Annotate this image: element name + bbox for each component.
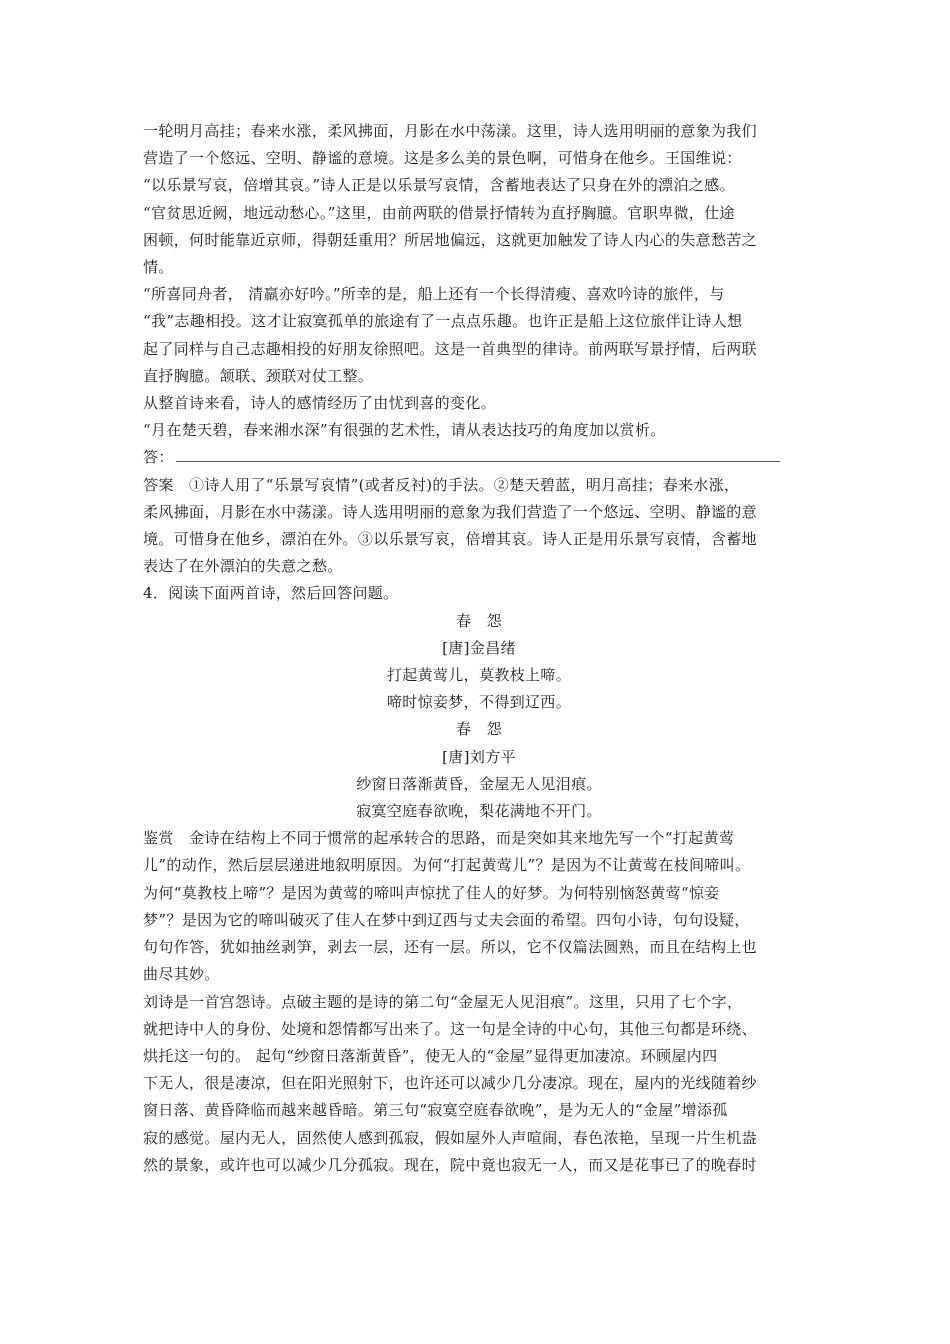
appreciation-line: 就把诗中人的身份、处境和怨情都写出来了。这一句是全诗的中心句，其他三句都是环绕、 (143, 1019, 758, 1038)
appreciation-line: 窗日落、黄昏降临而越来越昏暗。第三句“寂寞空庭春欲晚”，是为无人的“金屋”增添孤 (143, 1101, 728, 1120)
poem2-line: 纱窗日落渐黄昏，金屋无人见泪痕。 (356, 774, 602, 793)
text-line: 直抒胸臆。颔联、颈联对仗工整。 (143, 366, 374, 385)
text-line: 营造了一个悠远、空明、静谧的意境。这是多么美的景色啊，可惜身在他乡。王国维说： (143, 149, 742, 168)
appreciation-line: 曲尽其妙。 (143, 965, 220, 984)
text-line: 起了同样与自己志趣相投的好朋友徐照吧。这是一首典型的律诗。前两联写景抒情，后两联 (143, 339, 758, 358)
appreciation-line: 句句作答，犹如抽丝剥笋，剥去一层，还有一层。所以，它不仅篇法圆熟，而且在结构上也 (143, 938, 758, 957)
answer-blank-underline[interactable] (176, 449, 780, 462)
question-4-heading: 4．阅读下面两首诗，然后回答问题。 (143, 584, 399, 603)
question-line: “月在楚天碧，春来湘水深”有很强的艺术性，请从表达技巧的角度加以赏析。 (143, 421, 666, 440)
text-line: “以乐景写哀，倍增其哀。”诗人正是以乐景写哀情，含蓄地表达了只身在外的漂泊之感。 (143, 176, 735, 195)
appreciation-line: 儿”的动作，然后层层递进地叙明原因。为何“打起黄莺儿”？是因为不让黄莺在枝间啼叫。 (143, 856, 751, 875)
appreciation-line: 下无人，很是凄凉，但在阳光照射下，也许还可以减少几分凄凉。现在，屋内的光线随着纱 (143, 1074, 758, 1093)
answer-line: 答案 ①诗人用了“乐景写哀情”(或者反衬)的手法。②楚天碧蓝，明月高挂；春来水涨， (143, 475, 740, 494)
poem1-line: 打起黄莺儿，莫教枝上啼。 (386, 666, 572, 685)
text-line: 从整首诗来看，诗人的感情经历了由忧到喜的变化。 (143, 394, 497, 413)
answer-prompt: 答： (143, 448, 174, 467)
appreciation-line: 然的景象，或许也可以减少几分孤寂。现在，院中竟也寂无一人，而又是花事已了的晚春时 (143, 1155, 758, 1174)
appreciation-line: 刘诗是一首宫怨诗。点破主题的是诗的第二句“金屋无人见泪痕”。这里，只用了七个字， (143, 992, 743, 1011)
text-line: “官贫思近阙，地远动愁心。”这里，由前两联的借景抒情转为直抒胸臆。官职卑微，仕途 (143, 203, 735, 222)
poem2-title: 春 怨 (455, 720, 503, 739)
text-line: “所喜同舟者， 清羸亦好吟。”所幸的是，船上还有一个长得清瘦、喜欢吟诗的旅伴，与 (143, 285, 725, 304)
answer-line: 境。可惜身在他乡，漂泊在外。③以乐景写哀，倍增其哀。诗人正是用乐景写哀情，含蓄地 (143, 530, 758, 549)
document-page (143, 118, 815, 1179)
answer-line: 表达了在外漂泊的失意之愁。 (143, 557, 343, 576)
poem2-author: [唐]刘方平 (442, 747, 516, 766)
text-line: 一轮明月高挂；春来水涨，柔风拂面，月影在水中荡漾。这里，诗人选用明丽的意象为我们 (143, 122, 758, 140)
appreciation-line: 为何“莫教枝上啼”？是因为黄莺的啼叫声惊扰了佳人的好梦。为何特别恼怒黄莺“惊妾 (143, 883, 720, 902)
answer-line: 柔风拂面，月影在水中荡漾。诗人选用明丽的意象为我们营造了一个悠远、空明、静谧的意 (143, 502, 758, 521)
poem1-line: 啼时惊妾梦，不得到辽西。 (386, 693, 572, 712)
poem1-title: 春 怨 (455, 611, 503, 630)
poem2-line: 寂寞空庭春欲晚，梨花满地不开门。 (356, 802, 602, 821)
appreciation-line: 寂的感觉。屋内无人，固然使人感到孤寂，假如屋外人声喧闹，春色浓艳，呈现一片生机盎 (143, 1128, 758, 1147)
answer-blank-row (143, 444, 815, 471)
poem1-author: [唐]金昌绪 (442, 638, 516, 657)
appreciation-line: 梦”？是因为它的啼叫破灭了佳人在梦中到辽西与丈夫会面的希望。四句小诗，句句设疑， (143, 910, 750, 929)
appreciation-line: 烘托这一句的。 起句“纱窗日落渐黄昏”，使无人的“金屋”显得更加凄凉。环顾屋内四 (143, 1046, 718, 1065)
appreciation-line: 鉴赏 金诗在结构上不同于惯常的起承转合的思路，而是突如其来地先写一个“打起黄莺 (143, 829, 735, 848)
text-line: “我”志趣相投。这才让寂寞孤单的旅途有了一点点乐趣。也许正是船上这位旅伴让诗人想 (143, 312, 743, 331)
text-line: 困顿，何时能靠近京师，得朝廷重用？所居地偏远，这就更加触发了诗人内心的失意愁苦之 (143, 230, 758, 249)
text-line: 情。 (143, 258, 174, 277)
